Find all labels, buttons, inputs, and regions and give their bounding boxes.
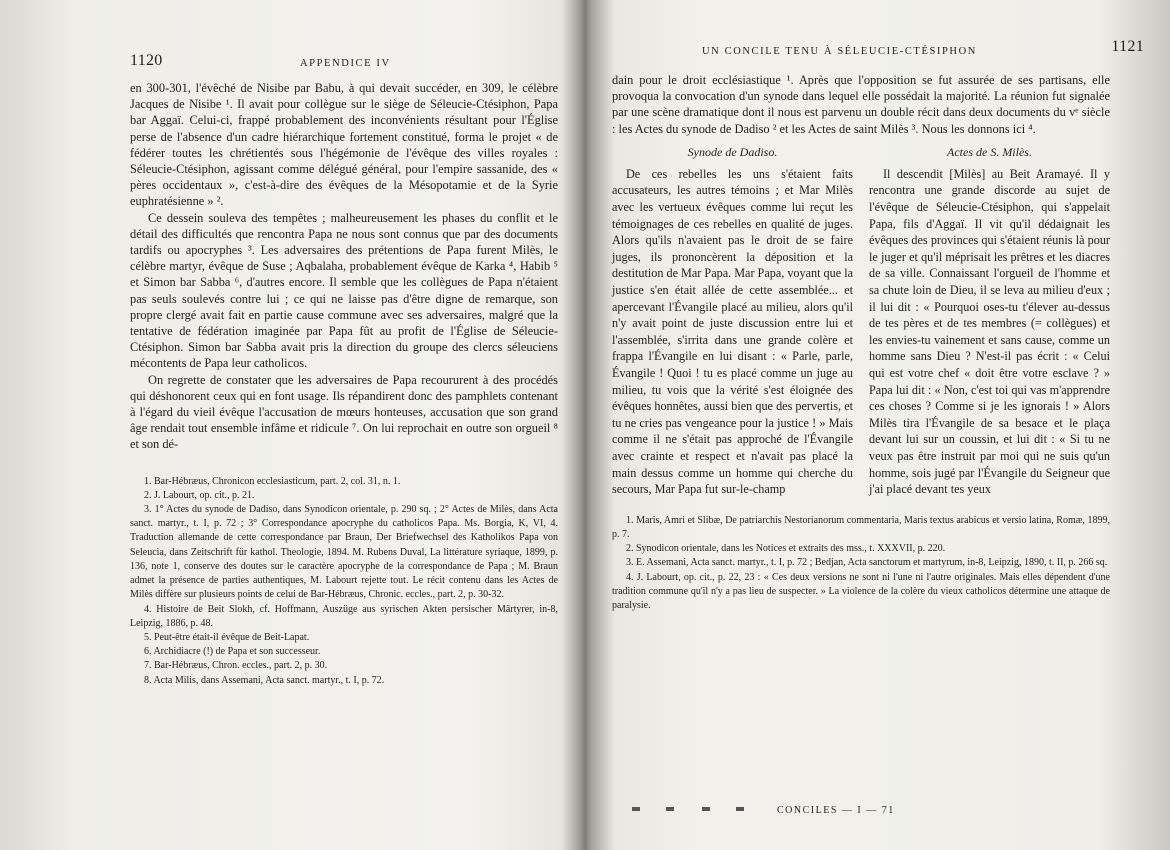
column-synode bbox=[612, 145, 853, 498]
footnote: 1. Bar-Hébræus, Chronicon ecclesiasticum, part. 2, col. 31, n. 1. bbox=[144, 475, 401, 487]
footnote: 7. Bar-Hébræus, Chron. eccles., part. 2, p. 30. bbox=[144, 660, 328, 672]
parallel-columns bbox=[612, 145, 1110, 498]
paragraph: On regrette de constater que les adversaires de Papa recoururent à des procédés qui déshonorent ceux qui en font usage. Ils répandirent donc des pamphlets contenant à l'égard du vieil évêque l'accusation de mœurs honteuses, accusation que son grand âge rendait tout ensemble infâme et ridicule ⁷. On lui reprochait en outre son orgueil ⁸ et son dé- bbox=[130, 372, 558, 452]
footnote: 3. 1° Actes du synode de Dadiso, dans Synodicon orientale, p. 290 sq. ; 2° Actes de Milès, dans Acta sanct. martyr., t. I, p. 72 ; 3° Correspondance apocryphe du catholicos Papa. Ms. Borgia, K, VI, 4. Traduction allemande de cette correspondance par Braun, Der Briefwechsel des Katholikos Papa von Seleucia, dans Zeitschrift für kathol. Theologie, 1894. M. Rubens Duval, La littérature syriaque, 1899, p. 136, note 1, conserve des doutes sur le caractère apocryphe de la correspondance de Papa ; M. Braun admet la présence de parties authentiques, M. Labourt rejette tout. Le récit contenu dans les Actes de Milès diffère sur plusieurs points de celui de Bar-Hébræus, Chronic. eccles., part. 2, p. 30-32. bbox=[130, 504, 558, 601]
footnote: 3. E. Assemani, Acta sanct. martyr., t. I, p. 72 ; Bedjan, Acta sanctorum et martyrum, in-8, Leipzig, 1890, t. II, p. 266 sq. bbox=[626, 557, 1108, 569]
signature-marks bbox=[632, 807, 782, 813]
left-page-header bbox=[130, 0, 558, 80]
paragraph: en 300-301, l'évêché de Nisibe par Babu, à qui devait succéder, en 309, le célèbre Jacques de Nisibe ¹. Il avait pour collègue sur le siège de Séleucie-Ctésiphon, Papa bar Aggaï. Celui-ci, frappé probablement des inconvénients résultant pour l'Église perse de l'absence d'un cadre hiérarchique fortement constitué, forma le projet « de fédérer toutes les chrétientés sous l'hégémonie de l'évêque des villes royales : Séleucie-Ctésiphon, agissant comme délégué général, pour l'empire sassanide, des « pères occidentaux », c'est-à-dire des évêques de la Mésopotamie et de la Syrie euphratésienne » ². bbox=[130, 81, 558, 209]
column-text: De ces rebelles les uns s'étaient faits accusateurs, les autres témoins ; et Mar Milès avec les vertueux évêques comme lui reçut les témoignages de ces rebelles en qualité de juges. Alors qu'ils n'avaient pas le droit de se faire juges, ils prononcèrent la déposition et la destitution de Mar Papa. Mar Papa, voyant que la justice s'en était allée de cette assemblée... et apercevant l'Évangile placé au milieu, alors qu'il n'y avait point de juste discussion entre lui et l'assemblée, s'irrita dans une grande colère et frappa l'Évangile en lui disant : « Parle, parle, Évangile ! Quoi ! tu es placé comme un juge au milieu, tu vois que la vérité s'est éloignée des évêques honnêtes, aussi bien que des pervertis, et tu ne cries pas vengeance pour la justice ! » Mais comme il ne s'était pas approché de l'Évangile avec crainte et respect et n'avait pas placé la main dessus comme un homme qui cherche du secours, Mar Papa fut sur-le-champ bbox=[612, 166, 853, 497]
right-page bbox=[592, 0, 1170, 850]
intro-paragraph: dain pour le droit ecclésiastique ¹. Après que l'opposition se fut assurée de ses partisans, elle provoqua la convocation d'un synode dans lequel elle possédait la majorité. La réunion fut signalée par une scène dramatique dont il nous est parvenu un double récit dans deux documents du vᵉ siècle : les Actes du synode de Dadiso ² et les Actes de saint Milès ³. Nous les donnons ici ⁴. bbox=[612, 73, 1110, 136]
right-footnotes bbox=[612, 514, 1110, 613]
running-head: UN CONCILE TENU À SÉLEUCIE-CTÉSIPHON bbox=[702, 46, 977, 57]
footnote: 6. Archidiacre (!) de Papa et son successeur. bbox=[144, 646, 321, 658]
column-title: Synode de Dadiso. bbox=[687, 144, 778, 159]
column-actes bbox=[869, 145, 1110, 498]
printer-signature: CONCILES — I — 71 bbox=[777, 805, 895, 816]
left-page bbox=[0, 0, 580, 850]
running-head: APPENDICE IV bbox=[300, 58, 391, 69]
footnote: 8. Acta Milis, dans Assemani, Acta sanct. martyr., t. I, p. 72. bbox=[144, 674, 385, 686]
paragraph: Ce dessein souleva des tempêtes ; malheureusement les phases du conflit et le détail des difficultés que rencontra Papa ne nous sont connus que par des documents tardifs ou apocryphes ³. Les adversaires des prétentions de Papa furent Milès, le célèbre martyr, évêque de Suse ; Aqbalaha, probablement évêque de Karka ⁴, Habib ⁵ et Simon bar Sabba ⁶, d'autres encore. Il semble que les collègues de Papa n'étaient pas seuls soulevés contre lui ; ce qui ne laisse pas d'être digne de remarque, son propre clergé avait fait en partie cause commune avec ses adversaires, malgré que la tentative de fédération imaginée par Papa fût au profit de l'Église de Séleucie-Ctésiphon. Simon bar Sabba avait pris la direction du groupe des clercs séleuciens mécontents de Papa leur catholicos. bbox=[130, 210, 558, 371]
footnote: 5. Peut-être était-il évêque de Beit-Lapat. bbox=[144, 631, 310, 643]
footnote: 2. J. Labourt, op. cit., p. 21. bbox=[144, 489, 255, 501]
footnote: 1. Maris, Amri et Slibæ, De patriarchis Nestorianorum commentaria, Maris textus arabicus et versio latina, Romæ, 1899, p. 7. bbox=[612, 514, 1110, 540]
footnote: 2. Synodicon orientale, dans les Notices et extraits des mss., t. XXXVII, p. 220. bbox=[626, 543, 946, 555]
left-page-body bbox=[130, 80, 558, 453]
left-footnotes bbox=[130, 475, 558, 688]
footnote: 4. J. Labourt, op. cit., p. 22, 23 : « Ces deux versions ne sont ni l'une ni l'autre originales. Mais elles dépendent d'une tradition commune qu'il n'y a pas lieu de suspecter. » La violence de la colère du vieux catholicos détermine une attaque de paralysie. bbox=[612, 571, 1110, 611]
page-number: 1121 bbox=[1111, 38, 1144, 55]
column-title: Actes de S. Milès. bbox=[947, 144, 1032, 159]
column-text: Il descendit [Milès] au Beit Aramayé. Il y rencontra une grande discorde au sujet de l'évêque de Séleucie-Ctésiphon, qui s'appelait Papa, fils d'Aggaï. Il vit qu'il dédaignait les évêques des provinces qui s'étaient réunis là pour le juger et qu'il méprisait les prêtres et les diacres de sa ville. Connaissant l'orgueil de l'homme et sa chute loin de Dieu, il se leva au milieu d'eux ; il lui dit : « Pourquoi oses-tu t'élever au-dessus de tes pères et de tes membres (= collègues) et les envies-tu vainement et sans cause, comme un homme sans Dieu ? N'est-il pas écrit : « Celui qui est votre chef « doit être votre esclave ? » Papa lui dit : « Non, c'est toi qui vas m'apprendre ces choses ? Comme si je les ignorais ! » Alors Milès tira l'Évangile de sa besace et le plaça devant lui sur un coussin, et lui dit : « Si tu ne veux pas être instruit par moi qui ne suis qu'un homme, sois jugé par l'Évangile du Seigneur que j'ai placé devant tes yeux bbox=[869, 166, 1110, 497]
page-number: 1120 bbox=[130, 52, 163, 69]
footnote: 4. Histoire de Beit Slokh, cf. Hoffmann, Auszüge aus syrischen Akten persischer Märtyrer, in-8, Leipzig, 1886, p. 48. bbox=[130, 603, 558, 629]
right-page-body bbox=[612, 72, 1110, 498]
right-page-header bbox=[612, 0, 1144, 80]
